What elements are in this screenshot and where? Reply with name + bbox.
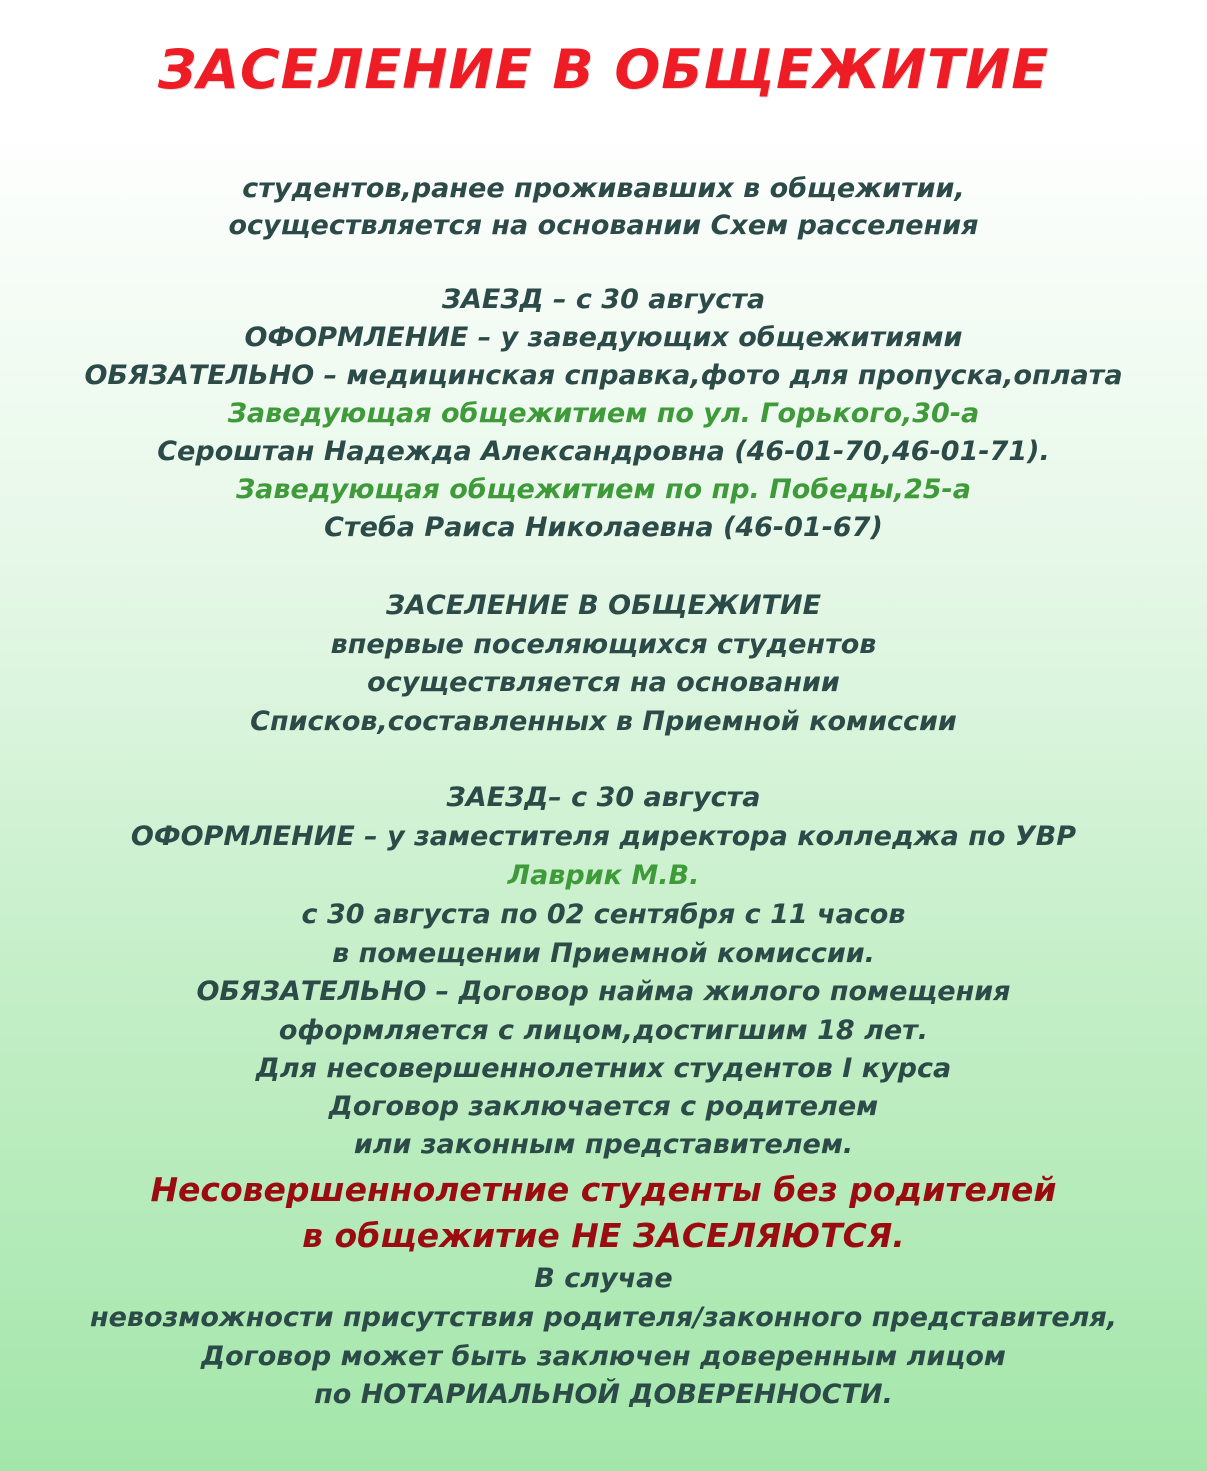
- case-line-4: по НОТАРИАЛЬНОЙ ДОВЕРЕННОСТИ.: [314, 1379, 893, 1410]
- section-2-heading: ЗАСЕЛЕНИЕ В ОБЩЕЖИТИЕ: [385, 590, 822, 621]
- minors-line-2: Договор заключается с родителем: [328, 1091, 879, 1122]
- warning-line-2: в общежитие НЕ ЗАСЕЛЯЮТСЯ.: [302, 1216, 905, 1255]
- mandatory-cont-line: оформляется с лицом,достигшим 18 лет.: [278, 1015, 929, 1046]
- case-line-3: Договор может быть заключен доверенным лицом: [201, 1341, 1006, 1372]
- section-2-line-3: Списков,составленных в Приемной комиссии: [250, 706, 957, 737]
- case-line-1: В случае: [534, 1263, 673, 1294]
- registration-line-1: ОФОРМЛЕНИЕ – у заведующих общежитиями: [244, 322, 963, 353]
- registration-line-2: ОФОРМЛЕНИЕ – у заместителя директора колледжа по УВР: [130, 821, 1077, 852]
- mandatory-line-1: ОБЯЗАТЕЛЬНО – медицинская справка,фото для пропуска,оплата: [84, 360, 1123, 391]
- minors-line-3: или законным представителем.: [353, 1129, 854, 1160]
- section-2-line-2: осуществляется на основании: [367, 667, 840, 698]
- arrival-line-2: ЗАЕЗД– с 30 августа: [446, 782, 761, 813]
- warning-line-1: Несовершеннолетние студенты без родителей: [150, 1170, 1057, 1209]
- manager-2-name: Стеба Раиса Николаевна (46-01-67): [324, 512, 883, 543]
- period-line: с 30 августа по 02 сентября с 11 часов: [301, 899, 906, 930]
- section-2-line-1: впервые поселяющихся студентов: [330, 629, 877, 660]
- manager-2-label: Заведующая общежитием по пр. Победы,25-а: [236, 474, 971, 505]
- place-line: в помещении Приемной комиссии.: [332, 938, 875, 969]
- mandatory-line-2: ОБЯЗАТЕЛЬНО – Договор найма жилого помещения: [196, 976, 1011, 1007]
- intro-line-2: осуществляется на основании Схем расселения: [228, 210, 979, 241]
- case-line-2: невозможности присутствия родителя/законного представителя,: [89, 1302, 1118, 1333]
- page-title: ЗАСЕЛЕНИЕ В ОБЩЕЖИТИЕ: [157, 38, 1050, 101]
- manager-1-label: Заведующая общежитием по ул. Горького,30-а: [227, 398, 980, 429]
- intro-line-1: студентов,ранее проживавших в общежитии,: [242, 173, 965, 204]
- arrival-line-1: ЗАЕЗД – с 30 августа: [441, 284, 766, 315]
- deputy-name: Лаврик М.В.: [507, 860, 700, 891]
- manager-1-name: Сероштан Надежда Александровна (46-01-70,46-01-71).: [157, 436, 1050, 467]
- minors-line-1: Для несовершеннолетних студентов I курса: [255, 1053, 952, 1084]
